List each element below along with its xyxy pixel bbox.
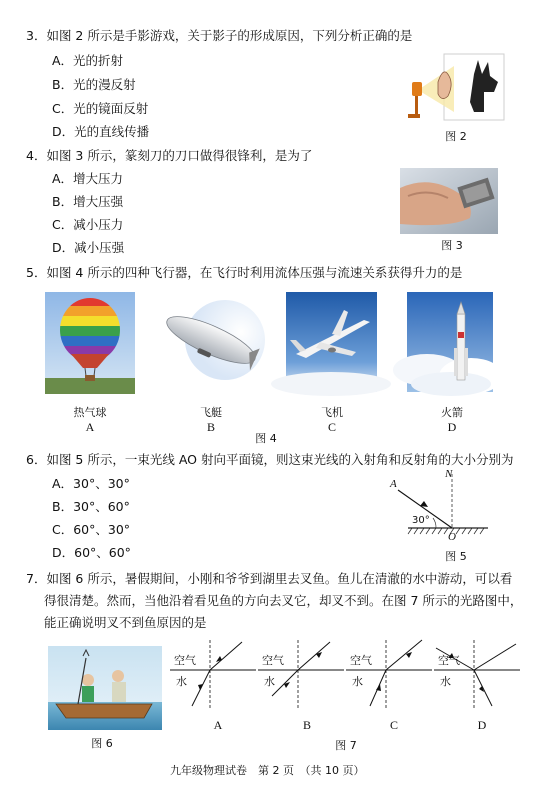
- fig5-angle-label: 30°: [412, 515, 430, 526]
- rocket-image: [407, 292, 493, 392]
- q5-item-d-name: 火箭: [441, 406, 463, 419]
- q5-item-d-letter: D: [447, 420, 457, 434]
- fig7-panel-c-letter: C: [389, 718, 398, 732]
- fig7-panel-a-letter: A: [213, 718, 223, 732]
- mirror-reflection-figure: [384, 466, 490, 546]
- q6-option-a: A．30°、30°: [52, 476, 130, 491]
- q5-item-b-name: 飞艇: [200, 406, 222, 419]
- fishing-boat-image: [48, 646, 162, 730]
- fig7-panel-b-letter: B: [302, 718, 311, 732]
- q4-stem: 4．如图 3 所示，篆刻刀的刀口做得很锋利，是为了: [26, 148, 313, 163]
- airship-image: [163, 296, 260, 388]
- page-footer: 九年级物理试卷 第 2 页 （共 10 页）: [170, 764, 365, 777]
- fig5-caption: 图 5: [445, 550, 467, 563]
- q3-option-a: A．光的折射: [52, 53, 124, 68]
- q7-stem-line-3: 能正确说明叉不到鱼原因的是: [44, 615, 207, 630]
- carving-knife-figure: [400, 168, 498, 234]
- fig7-panel-c-air-label: 空气: [350, 654, 372, 667]
- fig7-panel-c-water-label: 水: [352, 675, 363, 688]
- q4-option-c: C．减小压力: [52, 217, 124, 232]
- q5-item-c-name: 飞机: [321, 406, 343, 419]
- q6-option-b: B．30°、60°: [52, 499, 130, 514]
- fig7-panel-b-water-label: 水: [264, 675, 275, 688]
- fig2-caption: 图 2: [445, 130, 467, 143]
- fig7-panel-d-water-label: 水: [440, 675, 451, 688]
- fig7-panel-a-air-label: 空气: [174, 654, 196, 667]
- q3-stem: 3．如图 2 所示是手影游戏，关于影子的形成原因，下列分析正确的是: [26, 28, 413, 43]
- q3-option-c: C．光的镜面反射: [52, 101, 149, 116]
- q4-option-d: D．减小压强: [52, 240, 125, 255]
- fig7-panel-a-water-label: 水: [176, 675, 187, 688]
- fig5-label-a: A: [390, 478, 397, 490]
- fig7-panel-d-air-label: 空气: [438, 654, 460, 667]
- q6-stem: 6．如图 5 所示，一束光线 AO 射向平面镜，则这束光线的入射角和反射角的大小分别为: [26, 452, 514, 467]
- fig7-panel-d-letter: D: [477, 718, 487, 732]
- q7-stem-line-2: 得很清楚。然而，当他沿着看见鱼的方向去叉它，却叉不到。在图 7 所示的光路图中，: [44, 593, 523, 608]
- hand-shadow-figure: [404, 52, 506, 124]
- fig5-label-o: O: [448, 531, 456, 543]
- q7-stem-line-1: 7．如图 6 所示，暑假期间，小刚和爷爷到湖里去叉鱼。鱼儿在清澈的水中游动，可以看: [26, 571, 513, 586]
- q3-option-d: D．光的直线传播: [52, 124, 150, 139]
- q5-item-b-letter: B: [206, 420, 215, 434]
- fig7-caption: 图 7: [335, 739, 357, 752]
- fig7-panel-b-air-label: 空气: [262, 654, 284, 667]
- q6-option-c: C．60°、30°: [52, 522, 131, 537]
- fig4-caption: 图 4: [255, 432, 277, 445]
- q4-option-a: A．增大压力: [52, 171, 124, 186]
- q4-option-b: B．增大压强: [52, 194, 124, 209]
- q6-option-d: D．60°、60°: [52, 545, 131, 560]
- q3-option-b: B．光的漫反射: [52, 77, 136, 92]
- fig3-caption: 图 3: [441, 239, 463, 252]
- q5-item-c-letter: C: [327, 420, 336, 434]
- q5-item-a-name: 热气球: [73, 406, 107, 419]
- q5-item-a-letter: A: [85, 420, 95, 434]
- fig6-caption: 图 6: [91, 737, 113, 750]
- q5-stem: 5．如图 4 所示的四种飞行器，在飞行时利用流体压强与流速关系获得升力的是: [26, 265, 463, 280]
- hot-air-balloon-image: [45, 292, 135, 394]
- fig5-label-n: N: [445, 468, 453, 480]
- airplane-image: [286, 292, 377, 392]
